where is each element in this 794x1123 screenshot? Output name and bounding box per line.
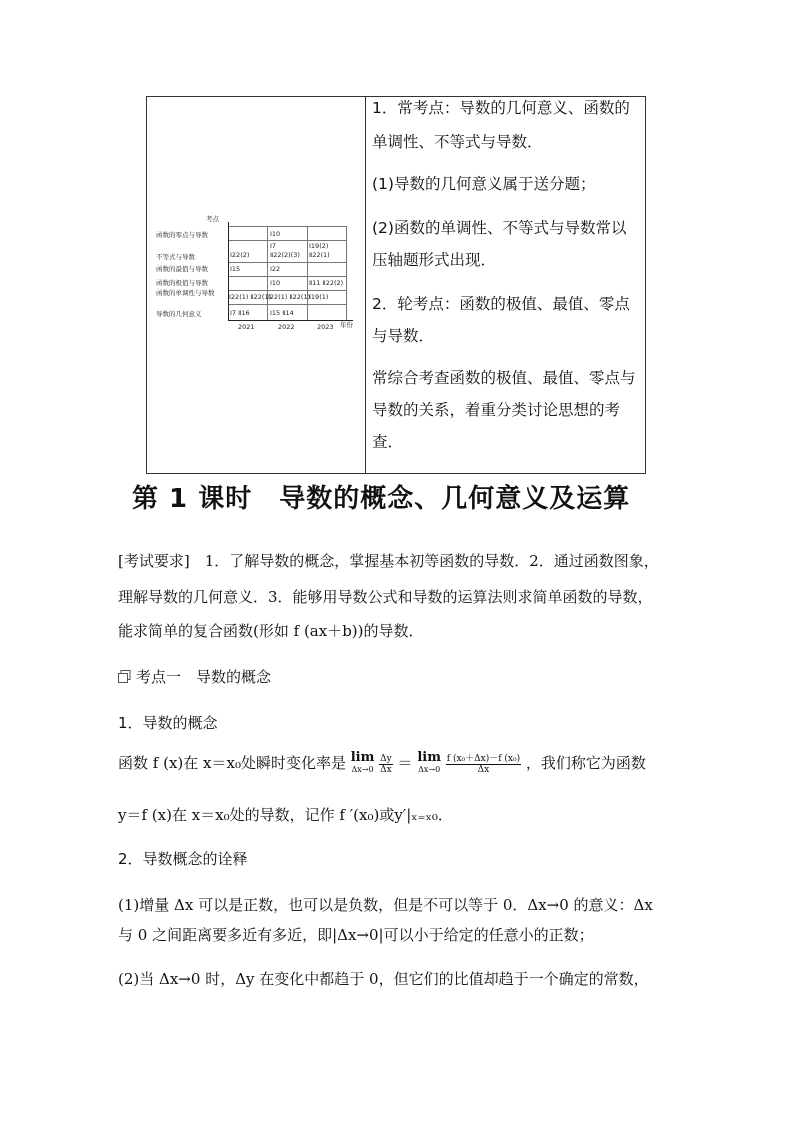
section-heading: 考点一 导数的概念 (136, 668, 272, 686)
year-label: 2023 (317, 323, 334, 331)
explanation-2-line-1: (2)当 Δx→0 时，Δy 在变化中都趋于 0，但它们的比值却趋于一个确定的常数， (118, 970, 649, 988)
fraction-1-den: Δx (380, 764, 392, 775)
section-icon (118, 668, 130, 680)
chart-cell: Ⅰ10 (270, 230, 281, 238)
chart-cell: Ⅰ22(2) (230, 251, 250, 259)
row-label: 不等式与导数 (156, 253, 195, 261)
year-label: 2021 (238, 323, 255, 331)
chart-cell: Ⅰ19(1) (309, 293, 329, 301)
fraction-2-num: f (x₀＋Δx)－f (x₀) (446, 753, 521, 764)
limit-2 (417, 752, 441, 776)
requirements-line-1: [考试要求] 1．了解导数的概念，掌握基本初等函数的导数．2．通过函数图象， (118, 552, 659, 570)
equals-sign: ＝ (397, 754, 413, 772)
chart-cell: Ⅰ22 (270, 265, 281, 273)
subsection-1-title: 1．导数的概念 (118, 714, 218, 732)
lim-word: lim (417, 750, 441, 765)
x-unit-label: 年份 (340, 321, 353, 329)
table-divider (365, 96, 366, 474)
lim-word: lim (350, 750, 375, 765)
point-2-line-2: 与导数． (372, 327, 435, 345)
point-2-line-1: 2．轮考点：函数的极值、最值、零点 (372, 295, 630, 313)
chart-cell: Ⅰ15 Ⅱ14 (270, 309, 294, 317)
fraction-1 (379, 754, 393, 775)
chart-title: 考点 (206, 215, 219, 223)
limit-2-sub: Δx→0 (418, 765, 441, 774)
grid-line (228, 276, 346, 277)
chart-cell: Ⅰ22(1) Ⅱ22(1) (229, 293, 272, 301)
grid-line (228, 262, 346, 263)
chart-cell: Ⅱ11 Ⅱ22(2) (309, 279, 344, 287)
fraction-1-num: Δy (380, 753, 392, 764)
row-label: 导数的几何意义 (156, 310, 202, 318)
chart-cell: Ⅰ15 (230, 265, 241, 273)
grid-line (346, 226, 347, 320)
row-label: 函数的最值与导数 (156, 265, 208, 273)
row-label: 函数的单调性与导数 (156, 289, 215, 297)
definition-prefix: 函数 f (x)在 x＝x₀处瞬时变化率是 (118, 754, 346, 772)
point-2-note-line-1: 常综合考查函数的极值、最值、零点与 (372, 369, 636, 387)
row-label: 函数的极值与导数 (156, 279, 208, 287)
point-1-sub-1: (1)导数的几何意义属于送分题； (372, 175, 596, 193)
x-axis (228, 320, 353, 321)
chart-cell: Ⅰ10 (270, 279, 281, 287)
definition-suffix: ，我们称它为函数 (525, 754, 646, 772)
point-1-sub-2-line-2: 压轴题形式出现． (372, 251, 497, 269)
explanation-1-line-1: (1)增量 Δx 可以是正数，也可以是负数，但是不可以等于 0．Δx→0 的意义：Δx (118, 896, 653, 914)
point-1-line-2: 单调性、不等式与导数． (372, 133, 543, 151)
chart-cell: Ⅰ7 Ⅱ16 (230, 309, 250, 317)
grid-line (228, 304, 346, 305)
requirements-line-3: 能求简单的复合函数(形如 f (ax＋b))的导数． (118, 622, 424, 640)
grid-line (267, 226, 268, 320)
fraction-2 (446, 754, 521, 775)
point-1-line-1: 1．常考点：导数的几何意义、函数的 (372, 99, 630, 117)
point-1-sub-2-line-1: (2)函数的单调性、不等式与导数常以 (372, 219, 627, 237)
grid-line (228, 290, 346, 291)
definition-line-2: y＝f (x)在 x＝x₀处的导数，记作 f ′(x₀)或y′|ₓ₌ₓ₀． (118, 806, 453, 824)
grid-line (228, 226, 346, 227)
row-label: 函数的零点与导数 (156, 231, 208, 239)
point-2-note-line-3: 查． (372, 433, 404, 451)
limit-1 (351, 752, 375, 776)
requirements-line-2: 理解导数的几何意义．3．能够用导数公式和导数的运算法则求简单函数的导数， (118, 588, 653, 606)
grid-line (307, 226, 308, 320)
definition-line-1 (118, 752, 646, 776)
year-label: 2022 (278, 323, 295, 331)
grid-line (228, 240, 346, 241)
chart-cell: Ⅱ22(2)(3) (270, 251, 300, 259)
exam-frequency-chart (150, 210, 360, 335)
chart-cell: Ⅰ7 (270, 242, 277, 250)
chart-cell: Ⅰ19(2) (309, 242, 329, 250)
limit-1-sub: Δx→0 (351, 765, 374, 774)
y-axis (228, 222, 229, 321)
chart-cell: Ⅱ22(1) (309, 251, 330, 259)
lesson-title: 第 1 课时 导数的概念、几何意义及运算 (132, 484, 631, 514)
fraction-2-den: Δx (477, 764, 490, 775)
chart-cell: Ⅰ22(1) Ⅱ22(1) (268, 293, 311, 301)
subsection-2-title: 2．导数概念的诠释 (118, 850, 248, 868)
explanation-1-line-2: 与 0 之间距离要多近有多近，即|Δx→0|可以小于给定的任意小的正数； (118, 926, 594, 944)
point-2-note-line-2: 导数的关系，着重分类讨论思想的考 (372, 401, 621, 419)
